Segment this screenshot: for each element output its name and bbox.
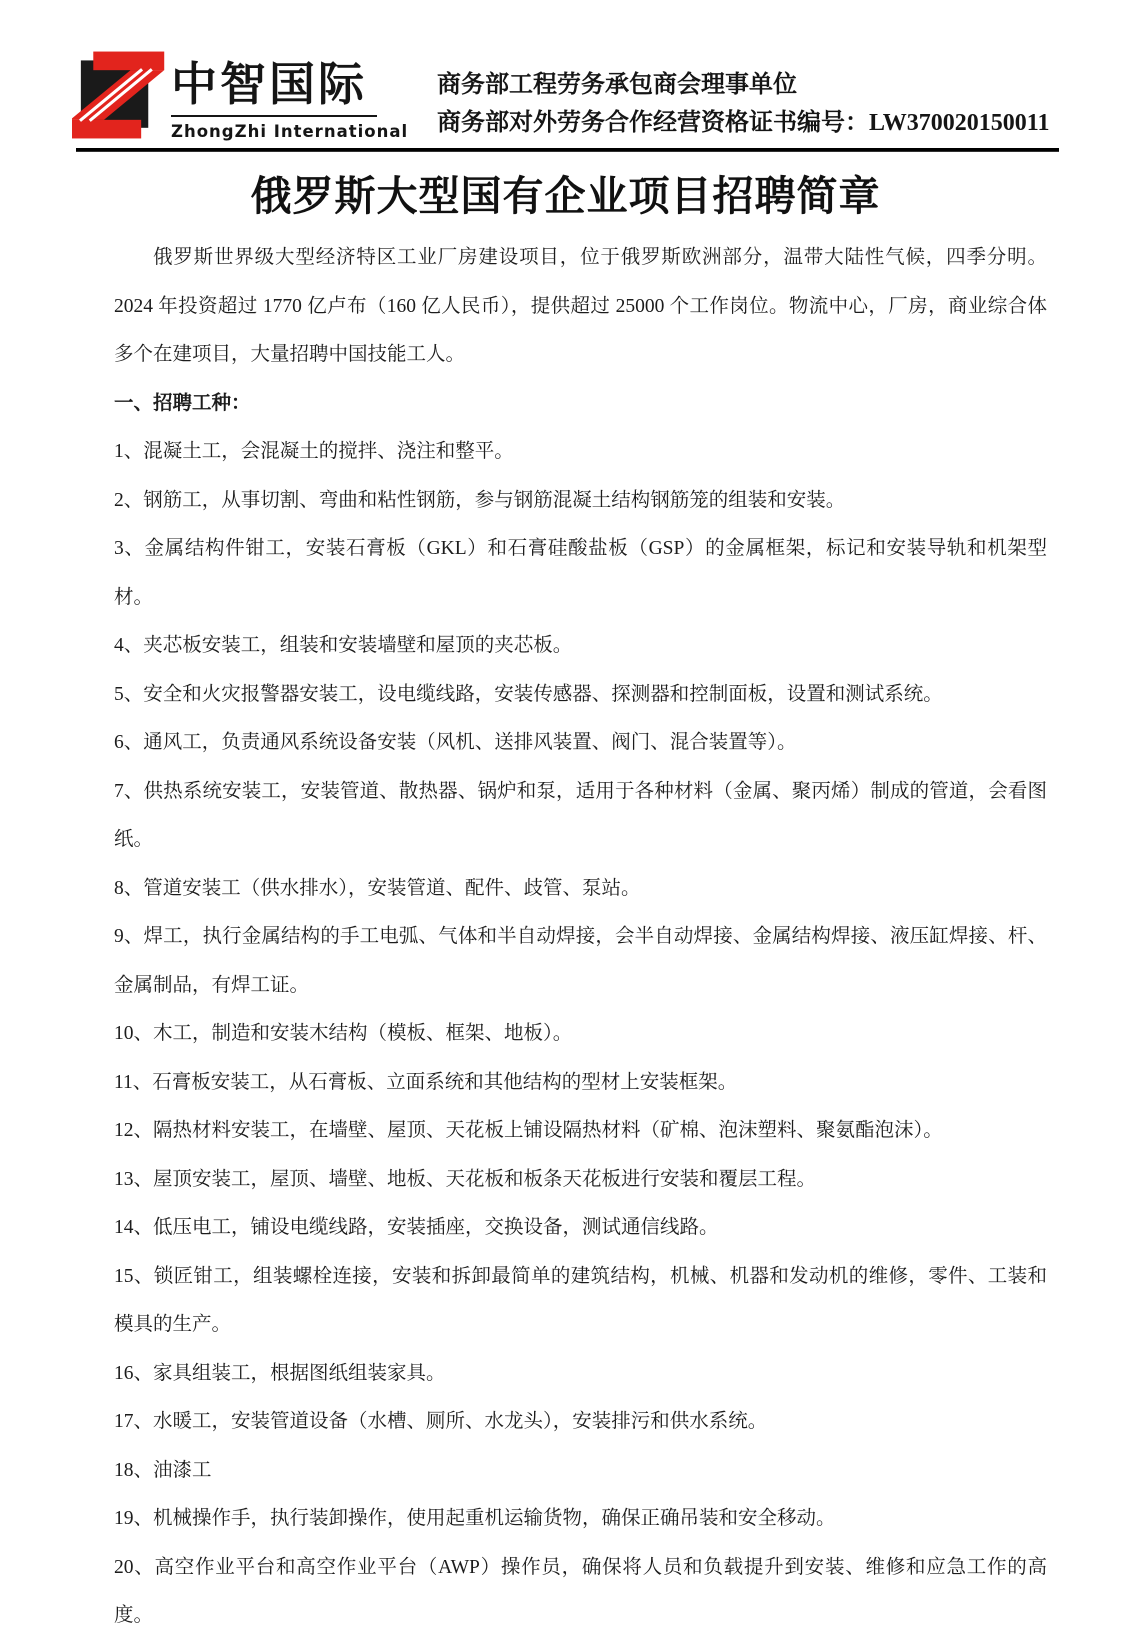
credentials-block: [437, 66, 1049, 142]
job-item: 11、石膏板安装工，从石膏板、立面系统和其他结构的型材上安装框架。: [114, 1071, 738, 1093]
job-item: 17、水暖工，安装管道设备（水槽、厕所、水龙头），安装排污和供水系统。: [114, 1411, 768, 1432]
credential-line-1: 商务部工程劳务承包商会理事单位: [437, 72, 797, 98]
header: [0, 0, 1131, 154]
job-item: 8、管道安装工（供水排水），安装管道、配件、歧管、泵站。: [114, 877, 641, 899]
job-item: 2、钢筋工，从事切割、弯曲和粘性钢筋，参与钢筋混凝土结构钢筋笼的组装和安装。: [114, 489, 846, 511]
section-heading: 一、招聘工种：: [114, 392, 251, 414]
logo-text-block: [171, 56, 409, 141]
credential-line-2: 商务部对外劳务合作经营资格证书编号：LW370020150011: [437, 110, 1050, 136]
logo-name-en: ZhongZhi International: [171, 122, 409, 141]
job-item: 15、锁匠钳工，组装螺栓连接，安装和拆卸最简单的建筑结构，机械、机器和发动机的维修，零件、工装和模具的生产。: [114, 1265, 1047, 1335]
intro-paragraph: 俄罗斯世界级大型经济特区工业厂房建设项目，位于俄罗斯欧洲部分，温带大陆性气候，四季分明。2024 年投资超过 1770 亿卢布（160 亿人民币），提供超过 25000 个工作岗位。物流中心，厂房，商业综合体多个在建项目，大量招聘中国技能工人。: [114, 247, 1047, 365]
document-body: [114, 234, 1047, 1641]
job-item: 13、屋顶安装工，屋顶、墙壁、地板、天花板和板条天花板进行安装和覆层工程。: [114, 1168, 817, 1190]
header-divider: [76, 148, 1059, 152]
logo-underline: [171, 115, 377, 117]
jobs-list: [114, 428, 1047, 1641]
job-item: 14、低压电工，铺设电缆线路，安装插座，交换设备，测试通信线路。: [114, 1217, 719, 1238]
job-item: 16、家具组装工，根据图纸组装家具。: [114, 1362, 446, 1384]
job-item: 20、高空作业平台和高空作业平台（AWP）操作员，确保将人员和负载提升到安装、维修和应急工作的高度。: [114, 1556, 1047, 1626]
job-item: 3、金属结构件钳工，安装石膏板（GKL）和石膏硅酸盐板（GSP）的金属框架，标记和安装导轨和机架型材。: [114, 538, 1047, 608]
job-item: 5、安全和火灾报警器安装工，设电缆线路，安装传感器、探测器和控制面板，设置和测试系统。: [114, 683, 943, 705]
job-item: 12、隔热材料安装工，在墙壁、屋顶、天花板上铺设隔热材料（矿棉、泡沫塑料、聚氨酯泡沫）。: [114, 1120, 943, 1141]
logo-z-icon: [72, 44, 166, 146]
job-item: 9、焊工，执行金属结构的手工电弧、气体和半自动焊接，会半自动焊接、金属结构焊接、液压缸焊接、杆、金属制品，有焊工证。: [114, 926, 1047, 996]
job-item: 4、夹芯板安装工，组装和安装墙壁和屋顶的夹芯板。: [114, 635, 573, 656]
job-item: 7、供热系统安装工，安装管道、散热器、锅炉和泵，适用于各种材料（金属、聚丙烯）制成的管道，会看图纸。: [114, 780, 1047, 850]
page-title: 俄罗斯大型国有企业项目招聘简章: [250, 173, 881, 219]
logo-name-cn: 中智国际: [171, 57, 367, 111]
job-item: 10、木工，制造和安装木结构（模板、框架、地板）。: [114, 1023, 573, 1044]
job-item: 1、混凝土工，会混凝土的搅拌、浇注和整平。: [114, 441, 514, 462]
job-item: 19、机械操作手，执行装卸操作，使用起重机运输货物，确保正确吊装和安全移动。: [114, 1508, 836, 1529]
job-item: 18、油漆工: [114, 1459, 212, 1481]
job-item: 6、通风工，负责通风系统设备安装（风机、送排风装置、阀门、混合装置等）。: [114, 732, 797, 753]
